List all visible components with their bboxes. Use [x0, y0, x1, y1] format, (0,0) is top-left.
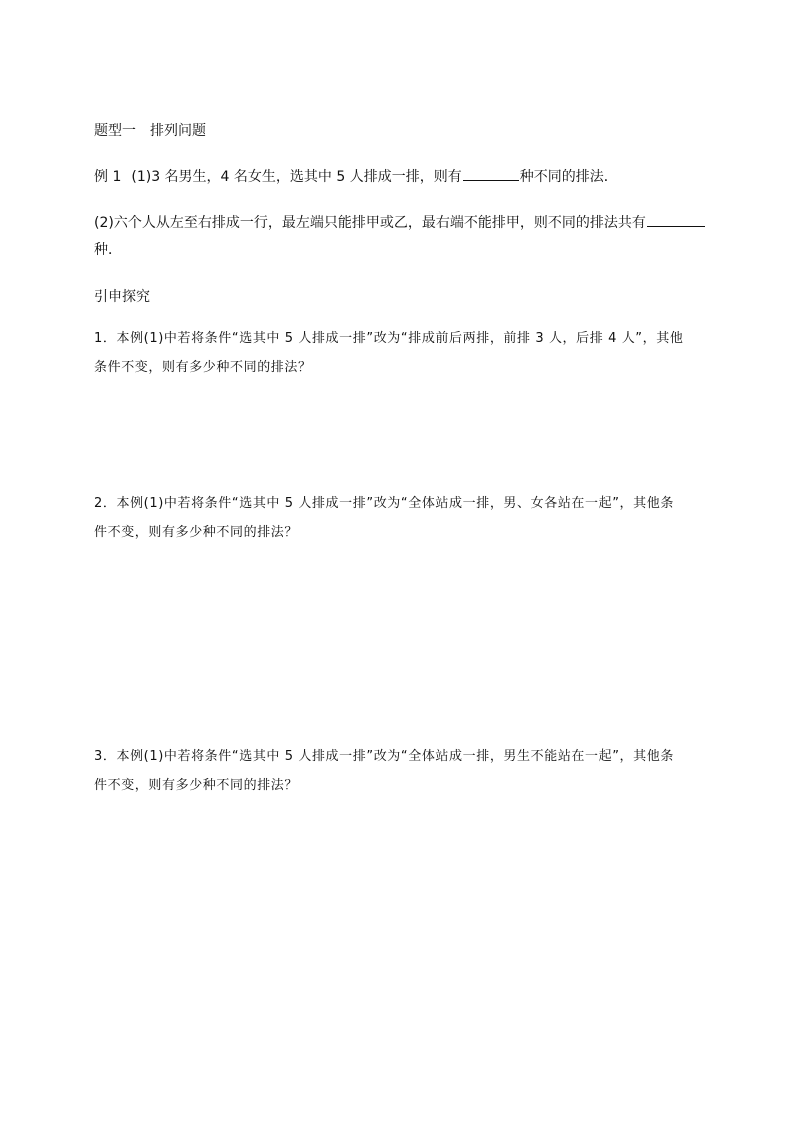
question-3-text-cont: 件不变，则有多少种不同的排法？: [94, 778, 299, 793]
question-3-text: 3．本例(1)中若将条件“选其中 5 人排成一排”改为“全体站成一排，男生不能站在一起”，其他条: [94, 749, 674, 764]
question-1-line-1: [94, 329, 683, 349]
example-part2-tail: 种．: [94, 242, 122, 258]
example-part2-cont: [94, 240, 122, 260]
question-2-text-cont: 件不变，则有多少种不同的排法？: [94, 525, 299, 540]
question-1-line-2: [94, 358, 312, 378]
extension-heading-text: 引申探究: [94, 289, 150, 305]
example-part1-tail: 种不同的排法．: [519, 169, 618, 185]
example-part2: [94, 212, 706, 233]
section-title: [94, 121, 206, 141]
example-part2-text: (2)六个人从左至右排成一行，最左端只能排甲或乙，最右端不能排甲，则不同的排法共有: [94, 215, 646, 231]
question-1-text: 1．本例(1)中若将条件“选其中 5 人排成一排”改为“排成前后两排，前排 3 人，后排 4 人”，其他: [94, 331, 684, 346]
section-title-topic: 排列问题: [150, 123, 206, 139]
example-label: 例 1: [94, 169, 122, 185]
answer-blank-1: [463, 166, 519, 181]
example-part1-text: (1)3 名男生，4 名女生，选其中 5 人排成一排，则有: [131, 169, 462, 185]
question-3-line-2: [94, 776, 298, 796]
question-2-text: 2．本例(1)中若将条件“选其中 5 人排成一排”改为“全体站成一排，男、女各站在一起”，其他条: [94, 496, 674, 511]
extension-heading: [94, 287, 150, 307]
example-part1: [94, 166, 618, 187]
question-3-line-1: [94, 747, 674, 767]
answer-blank-2: [647, 212, 705, 227]
section-title-label: 题型一: [94, 123, 136, 139]
question-2-line-1: [94, 494, 674, 514]
question-1-text-cont: 条件不变，则有多少种不同的排法？: [94, 360, 312, 375]
question-2-line-2: [94, 523, 298, 543]
